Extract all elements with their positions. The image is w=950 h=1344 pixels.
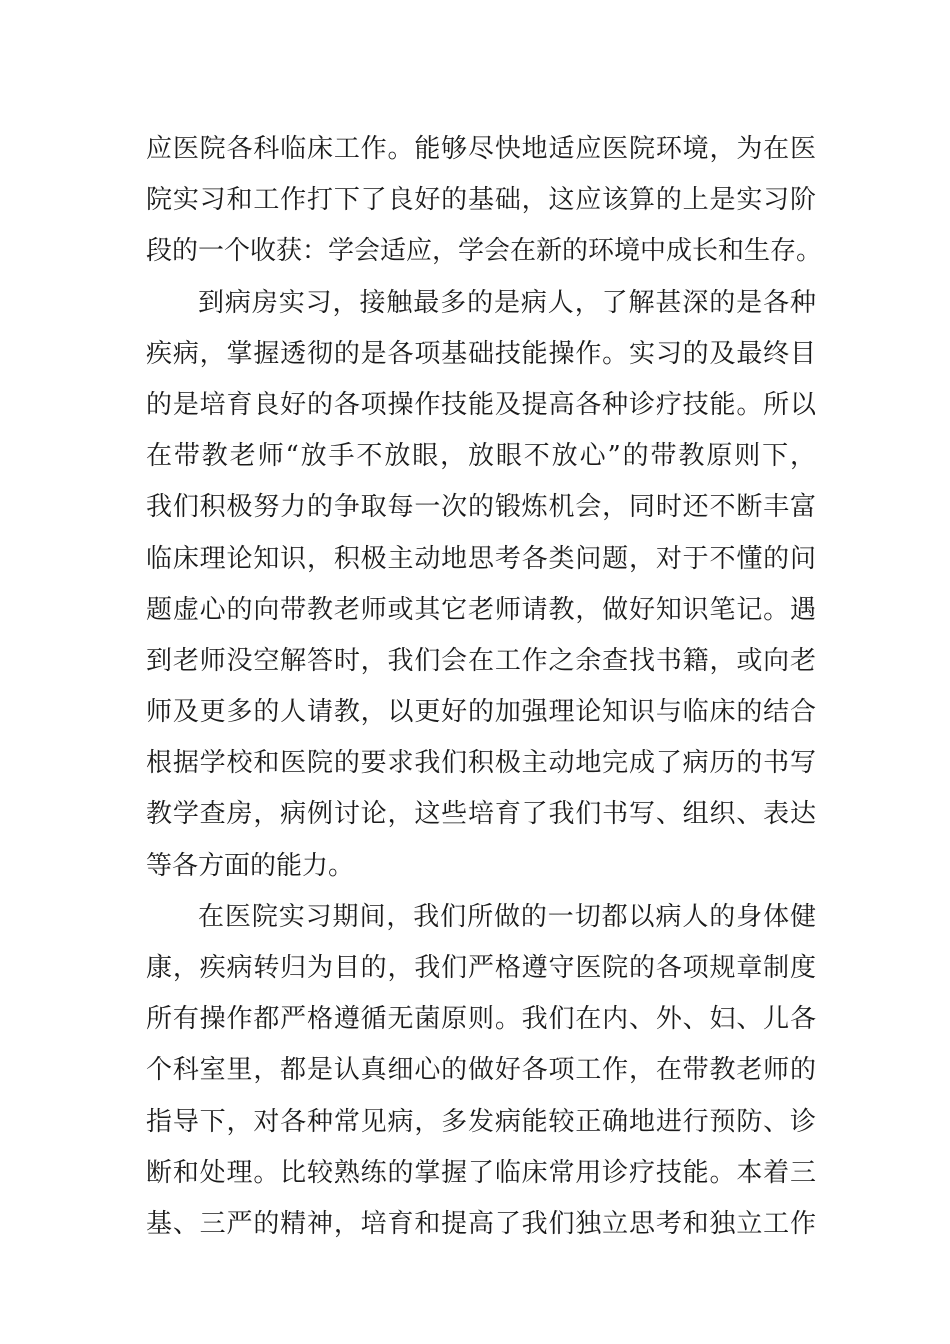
text-line: 我们积极努力的争取每一次的锻炼机会，同时还不断丰富	[146, 492, 816, 523]
text-line: 所有操作都严格遵循无菌原则。我们在内、外、妇、儿各	[146, 1004, 816, 1035]
text-line: 根据学校和医院的要求我们积极主动地完成了病历的书写	[146, 748, 816, 779]
paragraph-first-line: 在医院实习期间，我们所做的一切都以病人的身体健	[198, 901, 816, 932]
body-text	[146, 124, 823, 1250]
text-line: 院实习和工作打下了良好的基础，这应该算的上是实习阶	[146, 185, 816, 216]
text-line: 指导下，对各种常见病，多发病能较正确地进行预防、诊	[146, 1106, 816, 1137]
text-line: 断和处理。比较熟练的掌握了临床常用诊疗技能。本着三	[146, 1157, 816, 1188]
text-line: 题虚心的向带教老师或其它老师请教，做好知识笔记。遇	[146, 594, 816, 625]
text-line: 段的一个收获：学会适应，学会在新的环境中成长和生存。	[146, 236, 823, 267]
text-line: 康，疾病转归为目的，我们严格遵守医院的各项规章制度	[146, 953, 816, 983]
text-line: 个科室里，都是认真细心的做好各项工作，在带教老师的	[146, 1055, 816, 1086]
text-line: 的是培育良好的各项操作技能及提高各种诊疗技能。所以	[146, 389, 816, 420]
text-line: 疾病，掌握透彻的是各项基础技能操作。实习的及最终目	[146, 338, 816, 369]
text-line: 教学查房，病例讨论，这些培育了我们书写、组织、表达	[146, 799, 816, 830]
text-line: 应医院各科临床工作。能够尽快地适应医院环境，为在医	[146, 134, 816, 164]
text-line: 在带教老师“放手不放眼，放眼不放心”的带教原则下，	[146, 441, 816, 472]
text-line: 到老师没空解答时，我们会在工作之余查找书籍，或向老	[146, 645, 816, 676]
paragraph-first-line: 到病房实习，接触最多的是病人，了解甚深的是各种	[198, 287, 816, 318]
text-line: 临床理论知识，积极主动地思考各类问题，对于不懂的问	[146, 543, 816, 574]
text-line: 基、三严的精神，培育和提高了我们独立思考和独立工作	[146, 1208, 816, 1239]
paragraph-last-line: 等各方面的能力。	[146, 850, 355, 881]
text-line: 师及更多的人请教，以更好的加强理论知识与临床的结合	[146, 697, 816, 728]
